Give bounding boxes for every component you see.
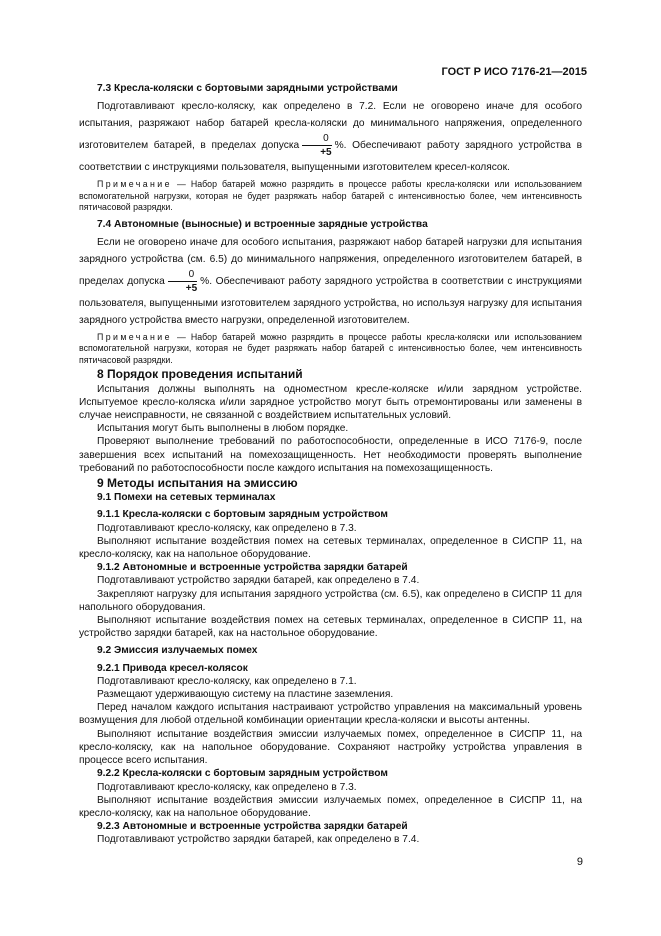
section-9-2-1-paragraph-1: Подготавливают кресло-коляску, как определено в 7.1.: [97, 675, 357, 687]
section-8-paragraph-2: Испытания могут быть выполнены в любом порядке.: [97, 423, 349, 435]
section-7-3-note: [79, 179, 582, 214]
note-label: Примечание: [97, 331, 172, 342]
tolerance-fraction: [168, 268, 197, 295]
section-9-title: 9 Методы испытания на эмиссию: [97, 476, 298, 491]
section-9-1-1-paragraph-1: Подготавливают кресло-коляску, как определено в 7.3.: [97, 522, 357, 534]
tolerance-bottom: +5: [320, 147, 332, 159]
section-9-2-2-title: 9.2.2 Кресла-коляски с бортовым зарядным устройством: [97, 768, 388, 780]
section-7-4-title: 7.4 Автономные (выносные) и встроенные зарядные устройства: [97, 218, 428, 230]
section-7-4-text-a: Если не оговорено иначе для особого испытания, разряжают набор батарей нагрузки для испытания зарядного устройства (см. 6.5) до минимального напряжения, определенного изготовителем батарей, в пределах допуска: [79, 236, 582, 288]
section-7-4-note: [79, 332, 582, 367]
section-9-2-1-title: 9.2.1 Привода кресел-колясок: [97, 662, 248, 674]
section-9-2-1-paragraph-2: Размещают удерживающую систему на пластине заземления.: [97, 689, 394, 701]
tolerance-fraction: [302, 132, 331, 159]
section-9-2-2-paragraph-1: Подготавливают кресло-коляску, как определено в 7.3.: [97, 781, 357, 793]
note-text: — Набор батарей можно разрядить в процессе работы кресла-коляски или использованием вспомогательной нагрузки, которая не будет разряжать набор батарей с интенсивностью более, чем интенсивность пятичасовой разрядки.: [79, 331, 582, 365]
section-7-3-paragraph: [79, 98, 582, 176]
section-9-1-title: 9.1 Помехи на сетевых терминалах: [97, 492, 276, 504]
page-content: [79, 82, 582, 847]
section-9-1-2-paragraph-3: Выполняют испытание воздействия помех на сетевых терминалах, определенное в СИСПР 11, на устройство зарядки батарей, как на настольное оборудование.: [79, 615, 582, 640]
section-7-4-paragraph: [79, 234, 582, 329]
tolerance-top: 0: [302, 132, 331, 146]
section-7-3-text-a: Подготавливают кресло-коляску, как определено в 7.2. Если не оговорено иначе для особого испытания, разряжают набор батарей кресла-коляски до минимального напряжения, определенного изготовителем батарей, в пределах допуска: [79, 101, 582, 152]
section-9-2-3-paragraph-1: Подготавливают устройство зарядки батарей, как определено в 7.4.: [97, 834, 420, 846]
tolerance-top: 0: [168, 268, 197, 282]
standard-header: ГОСТ Р ИСО 7176-21—2015: [441, 66, 587, 78]
section-9-1-1-title: 9.1.1 Кресла-коляски с бортовым зарядным устройством: [97, 509, 388, 521]
page-number: 9: [576, 856, 583, 868]
section-9-2-1-paragraph-4: Выполняют испытание воздействия эмиссии излучаемых помех, определенное в СИСПР 11, на кресло-коляску, как на напольное оборудование. Сохраняют настройку устройства управления в процессе всего испытания.: [79, 728, 582, 767]
section-9-1-2-paragraph-1: Подготавливают устройство зарядки батарей, как определено в 7.4.: [97, 575, 420, 587]
section-7-4-text-b: %. Обеспечивают работу зарядного устройства в соответствии с инструкциями пользователя, выпущенными изготовителем зарядного устройства, но используя нагрузку для испытания зарядного устройства вместо нагрузки, определенной изготовителем.: [79, 276, 582, 326]
section-8-title: 8 Порядок проведения испытаний: [97, 367, 303, 382]
section-9-1-2-paragraph-2: Закрепляют нагрузку для испытания зарядного устройства (см. 6.5), как определено в СИСПР 11 для напольного оборудования.: [79, 588, 582, 613]
section-8-paragraph-3: Проверяют выполнение требований по работоспособности, определенные в ИСО 7176-9, после завершения всех испытаний на помехозащищенность. Нет необходимости проверять выполнение требований по работоспособности после каждого испытания на помехозащищенность.: [79, 436, 582, 474]
note-label: Примечание: [97, 179, 172, 190]
section-9-2-3-title: 9.2.3 Автономные и встроенные устройства зарядки батарей: [97, 821, 408, 833]
section-9-2-1-paragraph-3: Перед началом каждого испытания настраивают устройство управления на максимальный уровень возмущения для любой отдельной комбинации ориентации кресла-коляски и высоты антенны.: [79, 702, 582, 727]
section-8-paragraph-1: Испытания должны выполнять на одноместном кресле-коляске и/или зарядном устройстве. Испытуемое кресло-коляска и/или зарядное устройство могут быть отремонтированы или заменены в случае неисправности, не связанной с воздействием испытательных условий.: [79, 383, 582, 422]
section-7-3-text-b: %. Обеспечивают работу зарядного устройства в соответствии с инструкциями пользователя, выпущенными изготовителем кресел-колясок.: [79, 140, 582, 174]
section-9-1-2-title: 9.1.2 Автономные и встроенные устройства зарядки батарей: [97, 562, 408, 574]
section-7-3-title: 7.3 Кресла-коляски с бортовыми зарядными устройствами: [97, 83, 398, 94]
section-9-2-title: 9.2 Эмиссия излучаемых помех: [97, 645, 258, 657]
note-text: — Набор батарей можно разрядить в процессе работы кресла-коляски или использованием вспомогательной нагрузки, которая не будет разряжать набор батарей с интенсивностью более, чем интенсивность пятичасовой разрядки.: [79, 179, 582, 213]
section-9-2-2-paragraph-2: Выполняют испытание воздействия эмиссии излучаемых помех, определенное в СИСПР 11, на кресло-коляску, как на напольное оборудование.: [79, 794, 582, 819]
tolerance-bottom: +5: [185, 282, 198, 294]
section-9-1-1-paragraph-2: Выполняют испытание воздействия помех на сетевых терминалах, определенное в СИСПР 11, на кресло-коляску, как на напольное оборудование.: [79, 535, 582, 561]
